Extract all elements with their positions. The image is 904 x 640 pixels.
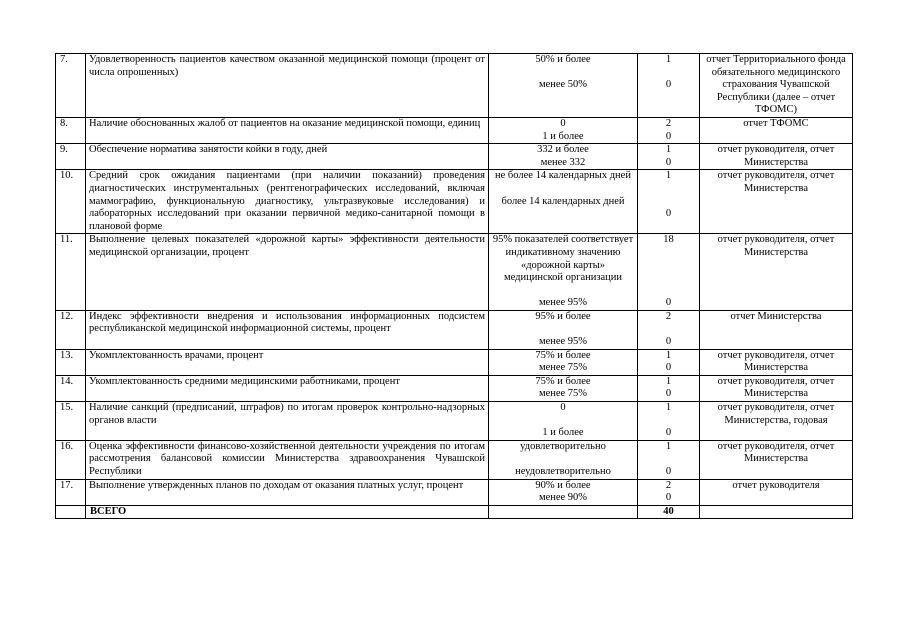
points-cell	[638, 349, 700, 375]
points-value: 2	[665, 479, 672, 491]
criteria-value: 90% и более	[535, 479, 591, 491]
points-value: 0	[665, 427, 672, 439]
criteria-cell	[489, 144, 638, 170]
total-criteria-cell	[489, 505, 638, 519]
criteria-value: 1 и более	[542, 427, 584, 439]
points-cell	[638, 375, 700, 401]
source-cell: отчет руководителя, отчет Министерства	[700, 170, 853, 234]
points-cell	[638, 144, 700, 170]
source-cell: отчет ТФОМС	[700, 117, 853, 143]
criteria-value: 0	[560, 402, 566, 414]
row-number: 12.	[56, 310, 86, 349]
criteria-value: 332 и более	[537, 144, 589, 156]
source-cell: отчет руководителя, отчет Министерства	[700, 375, 853, 401]
points-cell	[638, 440, 700, 479]
criteria-value: 50% и более	[535, 54, 591, 65]
points-cell	[638, 402, 700, 441]
row-number: 10.	[56, 170, 86, 234]
criteria-cell	[489, 310, 638, 349]
indicator-cell: Обеспечение норматива занятости койки в году, дней	[86, 144, 489, 170]
table-row	[56, 479, 853, 505]
criteria-cell	[489, 375, 638, 401]
indicator-cell: Оценка эффективности финансово-хозяйственной деятельности учреждения по итогам рассмотрения балансовой комиссии Министерства здравоохранения Чувашской Республики	[86, 440, 489, 479]
row-number: 14.	[56, 375, 86, 401]
criteria-value: 75% и более	[535, 375, 591, 387]
indicator-cell: Выполнение целевых показателей «дорожной карты» эффективности деятельности медицинской организации, процент	[86, 234, 489, 311]
criteria-value: менее 95%	[538, 297, 588, 309]
criteria-cell	[489, 170, 638, 234]
source-cell: отчет руководителя, отчет Министерства	[700, 440, 853, 479]
points-cell	[638, 234, 700, 311]
points-value: 0	[665, 492, 672, 504]
points-cell	[638, 310, 700, 349]
criteria-cell	[489, 349, 638, 375]
points-value: 0	[665, 130, 672, 142]
table-row	[56, 117, 853, 143]
criteria-value: 95% показателей соответствует индикативному значению «дорожной карты» медицинской организации	[492, 234, 634, 284]
criteria-value: менее 95%	[538, 336, 588, 348]
points-value: 18	[663, 234, 674, 246]
criteria-cell	[489, 479, 638, 505]
total-label: ВСЕГО	[86, 505, 489, 519]
points-value: 0	[665, 466, 672, 478]
points-value: 0	[665, 79, 672, 91]
indicator-cell: Индекс эффективности внедрения и использования информационных подсистем республиканской медицинской информационной системы, процент	[86, 310, 489, 349]
criteria-cell	[489, 440, 638, 479]
document-page	[55, 53, 852, 519]
indicator-cell: Средний срок ожидания пациентами (при наличии показаний) проведения диагностических инструментальных (рентгенографических исследований, включая маммографию, функциональную диагностику, ультразвуковые исследования) и лабораторных исследований при оказании первичной медико-санитарной помощи в плановой форме	[86, 170, 489, 234]
points-value: 1	[665, 144, 672, 156]
row-number: 13.	[56, 349, 86, 375]
criteria-value: удовлетворительно	[520, 440, 606, 452]
table-row	[56, 375, 853, 401]
points-value: 0	[665, 297, 672, 309]
points-value: 1	[665, 349, 672, 361]
table-row	[56, 144, 853, 170]
table-row	[56, 440, 853, 479]
criteria-value: неудовлетворительно	[515, 466, 611, 478]
total-points: 40	[638, 505, 700, 519]
source-cell: отчет руководителя, отчет Министерства	[700, 349, 853, 375]
criteria-cell	[489, 402, 638, 441]
points-cell	[638, 170, 700, 234]
indicator-cell: Наличие санкций (предписаний, штрафов) по итогам проверок контрольно-надзорных органов власти	[86, 402, 489, 441]
indicator-cell: Укомплектованность средними медицинскими работниками, процент	[86, 375, 489, 401]
indicator-cell: Укомплектованность врачами, процент	[86, 349, 489, 375]
criteria-value: 75% и более	[535, 349, 591, 361]
total-num-cell	[56, 505, 86, 519]
source-cell: отчет руководителя, отчет Министерства, годовая	[700, 402, 853, 441]
row-number: 15.	[56, 402, 86, 441]
points-cell	[638, 54, 700, 118]
total-source-cell	[700, 505, 853, 519]
row-number: 11.	[56, 234, 86, 311]
points-value: 2	[665, 310, 672, 322]
points-value: 1	[665, 170, 672, 182]
points-value: 0	[665, 208, 672, 220]
points-value: 0	[665, 336, 672, 348]
points-value: 0	[665, 156, 672, 168]
points-value: 1	[665, 402, 672, 414]
row-number: 17.	[56, 479, 86, 505]
row-number: 8.	[56, 117, 86, 143]
criteria-table	[55, 53, 853, 519]
table-row	[56, 234, 853, 311]
points-cell	[638, 479, 700, 505]
source-cell: отчет руководителя, отчет Министерства	[700, 234, 853, 311]
indicator-cell: Наличие обоснованных жалоб от пациентов на оказание медицинской помощи, единиц	[86, 117, 489, 143]
source-cell: отчет Министерства	[700, 310, 853, 349]
criteria-cell	[489, 234, 638, 311]
points-value: 0	[665, 388, 672, 400]
row-number: 16.	[56, 440, 86, 479]
criteria-value: менее 90%	[538, 492, 588, 504]
criteria-cell	[489, 117, 638, 143]
table-row	[56, 402, 853, 441]
points-value: 0	[665, 362, 672, 374]
table-row	[56, 310, 853, 349]
criteria-value: менее 50%	[538, 79, 588, 91]
source-cell: отчет руководителя, отчет Министерства	[700, 144, 853, 170]
row-number: 9.	[56, 144, 86, 170]
points-value: 2	[665, 117, 672, 129]
criteria-value: менее 332	[540, 156, 586, 168]
criteria-value: более 14 календарных дней	[501, 195, 625, 207]
row-number: 7.	[56, 54, 86, 118]
points-value: 1	[665, 54, 672, 65]
criteria-value: менее 75%	[538, 362, 588, 374]
table-row	[56, 54, 853, 118]
points-value: 1	[665, 440, 672, 452]
criteria-value: менее 75%	[538, 388, 588, 400]
criteria-value: 95% и более	[535, 310, 591, 322]
table-row	[56, 349, 853, 375]
indicator-cell: Удовлетворенность пациентов качеством оказанной медицинской помощи (процент от числа опрошенных)	[86, 54, 489, 118]
criteria-cell	[489, 54, 638, 118]
criteria-value: не более 14 календарных дней	[495, 170, 631, 182]
points-value: 1	[665, 375, 672, 387]
total-row	[56, 505, 853, 519]
source-cell: отчет Территориального фонда обязательного медицинского страхования Чувашской Республики (далее – отчет ТФОМС)	[700, 54, 853, 118]
criteria-value: 0	[560, 117, 566, 129]
source-cell: отчет руководителя	[700, 479, 853, 505]
table-row	[56, 170, 853, 234]
criteria-value: 1 и более	[542, 130, 584, 142]
points-cell	[638, 117, 700, 143]
indicator-cell: Выполнение утвержденных планов по доходам от оказания платных услуг, процент	[86, 479, 489, 505]
